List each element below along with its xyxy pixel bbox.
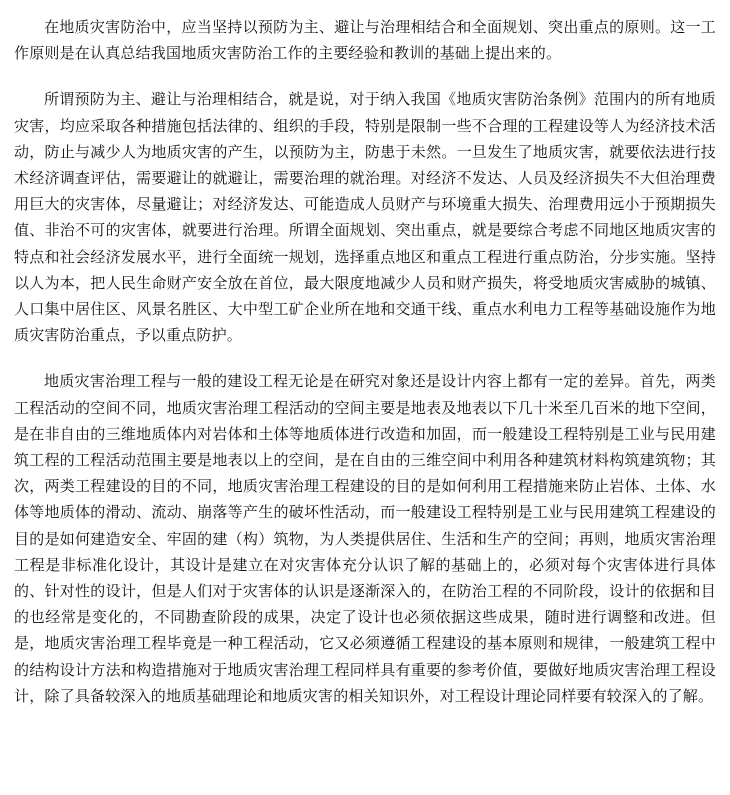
paragraph-principle: 在地质灾害防治中，应当坚持以预防为主、避让与治理相结合和全面规划、突出重点的原则。这一工作原则是在认真总结我国地质灾害防治工作的主要经验和教训的基础上提出来的。 (14, 18, 716, 63)
paragraph-engineering-difference: 地质灾害治理工程与一般的建设工程无论是在研究对象还是设计内容上都有一定的差异。首先，两类工程活动的空间不同，地质灾害治理工程活动的空间主要是地表及地表以下几十米至几百米的地下空间，是在非自由的三维地质体内对岩体和土体等地质体进行改造和加固，而一般建设工程特别是工业与民用建筑工程的工程活动范围主要是地表以上的空间，是在自由的三维空间中利用各种建筑材料构筑建筑物；其次，两类工程建设的目的不同，地质灾害治理工程建设的目的是如何利用工程措施来防止岩体、土体、水体等地质体的滑动、流动、崩落等产生的破坏性活动，而一般建设工程特别是工业与民用建筑工程建设的目的是如何建造安全、牢固的建（构）筑物，为人类提供居住、生活和生产的空间；再则，地质灾害治理工程是非标准化设计，其设计是建立在对灾害体充分认识了解的基础上的，必须对每个灾害体进行具体的、针对性的设计，但是人们对于灾害体的认识是逐渐深入的，在防治工程的不同阶段，设计的依据和目的也经常是变化的，不同勘查阶段的成果，决定了设计也必须依据这些成果，随时进行调整和改进。但是，地质灾害治理工程毕竟是一种工程活动，它又必须遵循工程建设的基本原则和规律，一般建筑工程中的结构设计方法和构造措施对于地质灾害治理工程同样具有重要的参考价值，要做好地质灾害治理工程设计，除了具备较深入的地质基础理论和地质灾害的相关知识外，对工程设计理论同样要有较深入的了解。 (14, 372, 716, 705)
paragraph-prevention-avoidance: 所谓预防为主、避让与治理相结合，就是说，对于纳入我国《地质灾害防治条例》范围内的所有地质灾害，均应采取各种措施包括法律的、组织的手段，特别是限制一些不合理的工程建设等人为经济技术活动，防止与减少人为地质灾害的产生，以预防为主，防患于未然。一旦发生了地质灾害，就要依法进行技术经济调查评估，需要避让的就避让，需要治理的就治理。对经济不发达、人员及经济损失不大但治理费用巨大的灾害体，尽量避让；对经济发达、可能造成人员财产与环境重大损失、治理费用远小于预期损失值、非治不可的灾害体，就要进行治理。所谓全面规划、突出重点，就是要综合考虑不同地区地质灾害的特点和社会经济发展水平，进行全面统一规划，选择重点地区和重点工程进行重点防治，分步实施。坚持以人为本，把人民生命财产安全放在首位，最大限度地减少人员和财产损失，将受地质灾害威胁的城镇、人口集中居住区、风景名胜区、大中型工矿企业所在地和交通干线、重点水利电力工程等基础设施作为地质灾害防治重点，予以重点防护。 (14, 90, 716, 345)
document-body (14, 14, 716, 709)
